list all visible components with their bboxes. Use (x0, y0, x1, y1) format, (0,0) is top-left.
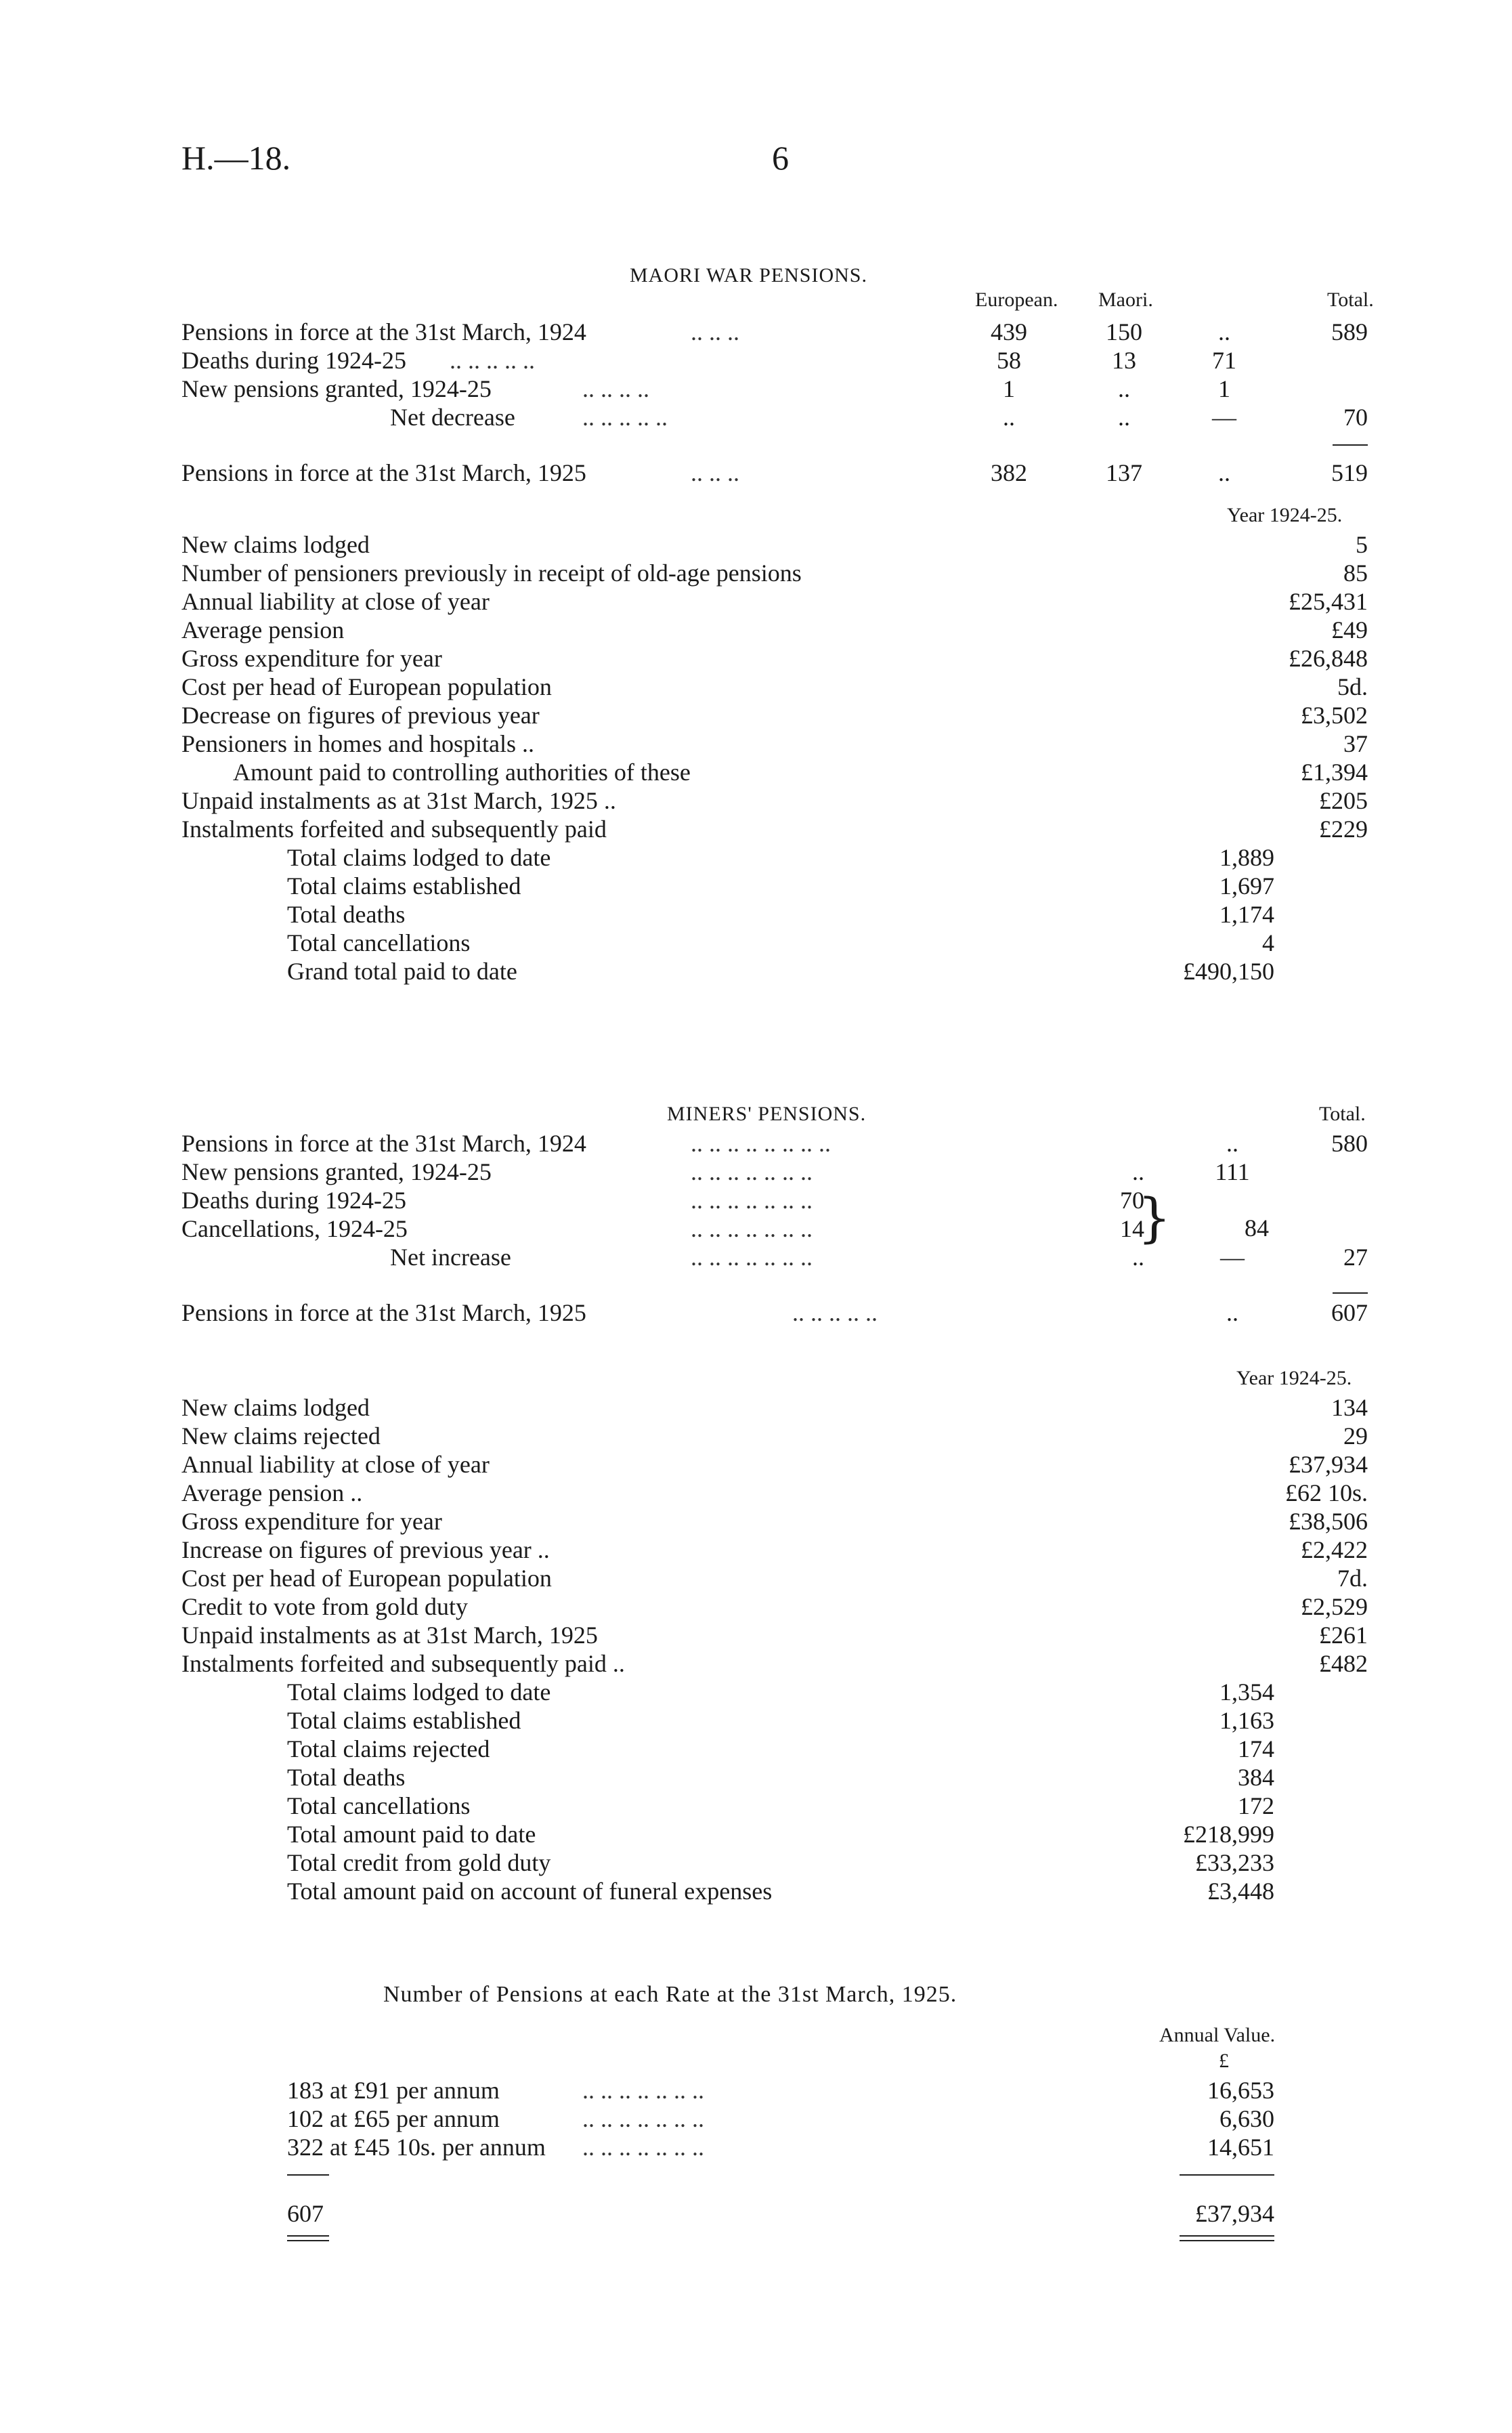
miners-stat-value: £37,934 (1289, 1451, 1368, 1478)
miners-stat-label: Total claims rejected (287, 1735, 490, 1762)
maori-row-subtotal: — (1212, 404, 1236, 431)
leader-dots: .. .. .. .. .. .. .. (691, 1187, 813, 1214)
miners-stat-label: Gross expenditure for year (181, 1508, 442, 1535)
maori-row-label: New pensions granted, 1924-25 (181, 375, 492, 402)
leader-dots: .. .. .. .. .. .. .. (691, 1244, 813, 1271)
leader-dots: .. .. .. .. .. .. .. (582, 2105, 704, 2132)
leader-dots: .. .. .. .. .. .. .. .. (691, 1130, 831, 1157)
maori-col-total: Total. (1327, 289, 1374, 311)
miners-stat-label: New claims lodged (181, 1394, 370, 1421)
maori-stat-label: Total cancellations (287, 929, 471, 956)
document-reference: H.—18. (181, 139, 291, 177)
maori-stat-value: £1,394 (1301, 759, 1368, 786)
maori-row-european: 58 (997, 347, 1021, 374)
miners-stat-value: 7d. (1337, 1565, 1368, 1592)
maori-row-maori: 137 (1106, 459, 1142, 486)
maori-row-label: Net decrease (390, 404, 515, 431)
brace-symbol: } (1138, 1188, 1171, 1249)
leader-dots: .. .. .. .. .. .. .. (691, 1158, 813, 1185)
miners-row-label: Cancellations, 1924-25 (181, 1215, 408, 1242)
rates-currency: £ (1219, 2050, 1229, 2072)
miners-col-total: Total. (1319, 1103, 1366, 1125)
miners-stat-value: 1,163 (1219, 1707, 1274, 1734)
maori-stat-label: Total deaths (287, 901, 406, 928)
rates-section-title: Number of Pensions at each Rate at the 31st March, 1925. (383, 1982, 957, 2007)
maori-row-european: 382 (991, 459, 1027, 486)
maori-col-maori: Maori. (1098, 289, 1153, 311)
rates-row-label: 183 at £91 per annum (287, 2077, 500, 2104)
miners-row-label: New pensions granted, 1924-25 (181, 1158, 492, 1185)
maori-stat-label: Gross expenditure for year (181, 645, 442, 672)
maori-stat-value: 5d. (1337, 673, 1368, 700)
maori-stat-label: Unpaid instalments as at 31st March, 1925 .. (181, 787, 616, 814)
maori-row-european: .. (1003, 404, 1015, 431)
miners-stat-value: £2,529 (1301, 1593, 1368, 1620)
page-number: 6 (772, 139, 789, 177)
miners-stat-label: Credit to vote from gold duty (181, 1593, 468, 1620)
rates-count-double-rule-b (287, 2240, 329, 2241)
rates-row-value: 6,630 (1219, 2105, 1274, 2132)
maori-stat-value: £490,150 (1183, 958, 1274, 985)
maori-stat-label: New claims lodged (181, 531, 370, 558)
miners-stat-label: Average pension .. (181, 1479, 363, 1506)
miners-stat-value: 384 (1238, 1764, 1274, 1791)
maori-stat-label: Total claims established (287, 872, 521, 900)
maori-row-subtotal: 71 (1212, 347, 1236, 374)
miners-row-sub: .. (1132, 1158, 1144, 1185)
maori-stat-value: 5 (1356, 531, 1368, 558)
miners-stat-label: Instalments forfeited and subsequently paid .. (181, 1650, 625, 1677)
miners-stat-value: 134 (1331, 1394, 1368, 1421)
rates-row-value: 14,651 (1207, 2134, 1274, 2161)
miners-stat-label: Total claims lodged to date (287, 1678, 551, 1706)
leader-dots: .. .. .. (691, 318, 739, 345)
maori-row-european: 439 (991, 318, 1027, 345)
rates-col-annual-value: Annual Value. (1159, 2024, 1276, 2046)
rates-total-count: 607 (287, 2200, 324, 2227)
miners-stat-value: 1,354 (1219, 1678, 1274, 1706)
maori-stat-value: £205 (1319, 787, 1368, 814)
maori-stat-label: Average pension (181, 616, 345, 643)
maori-stat-label: Amount paid to controlling authorities of these (233, 759, 691, 786)
miners-row-label: Net increase (390, 1244, 511, 1271)
maori-stat-label: Annual liability at close of year (181, 588, 490, 615)
maori-stat-value: £25,431 (1289, 588, 1368, 615)
miners-row-subtotal: .. (1226, 1130, 1238, 1157)
miners-stat-label: Total amount paid on account of funeral expenses (287, 1878, 773, 1905)
maori-row-subtotal: .. (1218, 459, 1230, 486)
miners-stat-label: Total deaths (287, 1764, 406, 1791)
miners-section-title: MINERS' PENSIONS. (667, 1103, 867, 1125)
miners-row-total: 607 (1331, 1299, 1368, 1326)
leader-dots: .. .. .. .. .. (450, 347, 535, 374)
miners-stat-value: £3,448 (1207, 1878, 1274, 1905)
leader-dots: .. .. .. .. .. .. .. (582, 2077, 704, 2104)
miners-stat-value: £261 (1319, 1622, 1368, 1649)
leader-dots: .. .. .. (691, 459, 739, 486)
miners-stat-value: £2,422 (1301, 1536, 1368, 1563)
maori-stat-label: Number of pensioners previously in receipt of old-age pensions (181, 559, 802, 587)
miners-stat-value: £38,506 (1289, 1508, 1368, 1535)
maori-section-title: MAORI WAR PENSIONS. (630, 264, 867, 287)
maori-row-subtotal: .. (1218, 318, 1230, 345)
miners-row-label: Pensions in force at the 31st March, 1925 (181, 1299, 586, 1326)
miners-row-label: Deaths during 1924-25 (181, 1187, 406, 1214)
maori-row-total: 70 (1343, 404, 1368, 431)
miners-stat-value: £62 10s. (1284, 1479, 1368, 1506)
maori-stat-label: Total claims lodged to date (287, 844, 551, 871)
miners-stat-value: 174 (1238, 1735, 1274, 1762)
rates-row-value: 16,653 (1207, 2077, 1274, 2104)
maori-stat-value: £229 (1319, 816, 1368, 843)
maori-stat-label: Decrease on figures of previous year (181, 702, 540, 729)
maori-stat-value: 85 (1343, 559, 1368, 587)
rates-row-label: 322 at £45 10s. per annum (287, 2134, 546, 2161)
maori-row-maori: .. (1118, 404, 1130, 431)
miners-row-sub: 14 (1120, 1215, 1144, 1242)
miners-stat-value: 29 (1343, 1422, 1368, 1450)
maori-stat-value: 37 (1343, 730, 1368, 757)
maori-total-rule (1333, 444, 1368, 446)
miners-brace-total: 84 (1245, 1214, 1269, 1242)
rates-row-label: 102 at £65 per annum (287, 2105, 500, 2132)
miners-stat-label: New claims rejected (181, 1422, 381, 1450)
maori-row-maori: .. (1118, 375, 1130, 402)
maori-year-label: Year 1924-25. (1227, 504, 1343, 526)
maori-stat-value: £49 (1331, 616, 1368, 643)
miners-stat-label: Unpaid instalments as at 31st March, 1925 (181, 1622, 598, 1649)
maori-row-total: 519 (1331, 459, 1368, 486)
maori-row-european: 1 (1003, 375, 1015, 402)
maori-col-european: European. (975, 289, 1058, 311)
maori-row-label: Pensions in force at the 31st March, 1925 (181, 459, 586, 486)
miners-row-subtotal: 111 (1215, 1158, 1250, 1185)
maori-row-subtotal: 1 (1218, 375, 1230, 402)
leader-dots: .. .. .. .. .. .. .. (582, 2134, 704, 2161)
maori-row-label: Pensions in force at the 31st March, 1924 (181, 318, 586, 345)
leader-dots: .. .. .. .. (582, 375, 649, 402)
maori-stat-label: Pensioners in homes and hospitals .. (181, 730, 534, 757)
miners-row-subtotal: — (1220, 1244, 1245, 1271)
maori-row-maori: 13 (1112, 347, 1136, 374)
miners-row-sub: 70 (1120, 1187, 1144, 1214)
maori-stat-value: £3,502 (1301, 702, 1368, 729)
rates-count-double-rule-a (287, 2235, 329, 2237)
miners-year-label: Year 1924-25. (1236, 1367, 1352, 1389)
miners-stat-label: Total credit from gold duty (287, 1849, 551, 1876)
leader-dots: .. .. .. .. .. (582, 404, 668, 431)
maori-stat-value: £26,848 (1289, 645, 1368, 672)
maori-row-maori: 150 (1106, 318, 1142, 345)
miners-stat-value: £33,233 (1195, 1849, 1274, 1876)
rates-value-double-rule-a (1180, 2235, 1274, 2237)
miners-row-label: Pensions in force at the 31st March, 1924 (181, 1130, 586, 1157)
miners-stat-label: Total amount paid to date (287, 1821, 536, 1848)
leader-dots: .. .. .. .. .. (792, 1299, 878, 1326)
maori-stat-value: 1,889 (1219, 844, 1274, 871)
maori-row-total: 589 (1331, 318, 1368, 345)
miners-total-rule (1333, 1292, 1368, 1294)
maori-stat-label: Grand total paid to date (287, 958, 517, 985)
rates-count-rule (287, 2174, 329, 2176)
miners-row-subtotal: .. (1226, 1299, 1238, 1326)
miners-stat-value: 172 (1238, 1792, 1274, 1819)
miners-row-total: 580 (1331, 1130, 1368, 1157)
leader-dots: .. .. .. .. .. .. .. (691, 1215, 813, 1242)
maori-stat-label: Instalments forfeited and subsequently paid (181, 816, 607, 843)
maori-stat-label: Cost per head of European population (181, 673, 552, 700)
maori-stat-value: 1,697 (1219, 872, 1274, 900)
miners-stat-value: £482 (1319, 1650, 1368, 1677)
rates-value-rule (1180, 2174, 1274, 2176)
maori-stat-value: 1,174 (1219, 901, 1274, 928)
miners-stat-label: Total cancellations (287, 1792, 471, 1819)
miners-stat-label: Total claims established (287, 1707, 521, 1734)
miners-stat-label: Annual liability at close of year (181, 1451, 490, 1478)
rates-total-value: £37,934 (1195, 2200, 1274, 2227)
miners-stat-label: Increase on figures of previous year .. (181, 1536, 550, 1563)
miners-row-sub: .. (1132, 1244, 1144, 1271)
miners-stat-label: Cost per head of European population (181, 1565, 552, 1592)
miners-row-total: 27 (1343, 1244, 1368, 1271)
rates-value-double-rule-b (1180, 2240, 1274, 2241)
miners-stat-value: £218,999 (1183, 1821, 1274, 1848)
maori-row-label: Deaths during 1924-25 (181, 347, 406, 374)
maori-stat-value: 4 (1262, 929, 1274, 956)
